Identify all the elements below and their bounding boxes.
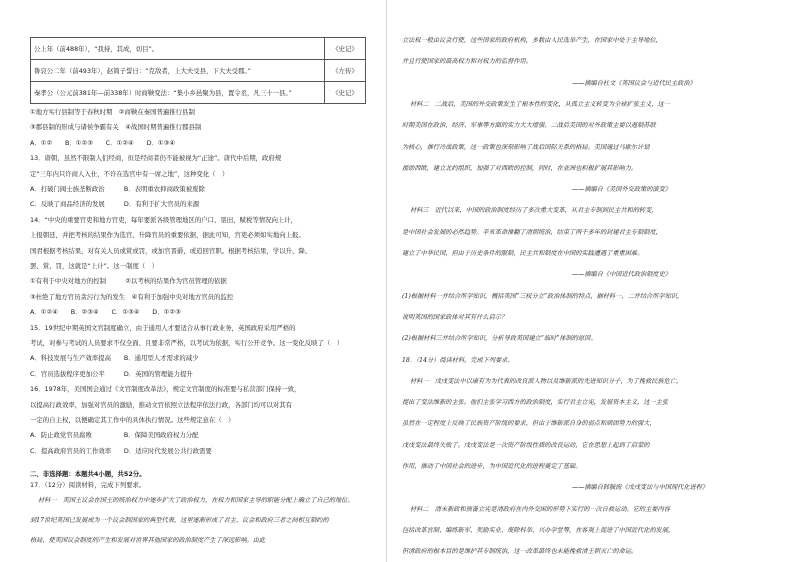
text-line: 说明英国的国家政体对其有什么启示？ <box>402 313 508 321</box>
text-line: 以提高行政效率，加强对官员的激励，推动文官依照立法程序依法行政，各部门均可以对其有 <box>30 400 293 409</box>
text-line: 虽然在一定程度上反映了民族资产阶级的要求，但由于维新派自身的弱点和顽固势力的强大， <box>402 420 656 428</box>
text-line: 包括改革官制、编练新军、奖励实业、废除科举、兴办学堂等，在客观上促进了中国近代化的发展， <box>402 526 675 534</box>
text-line: 格局，使英国议会制度的产生和发展对世界其他国家的政治制度产生了深远影响。由此 <box>30 537 266 544</box>
text-line: ①地方实行县制等于春秋时期 ②商鞅在秦国普遍推行县制 <box>30 108 195 116</box>
text-line: 考试，对参与考试的人员要求不仅全面、且要非常严格，以考试为依据，实行公开竞争。这一变化反映了（ ） <box>30 339 344 347</box>
text-line: 为核心，推行冷战政策，这一政策也深刻影响了战后国际关系的格局。美国通过马歇尔计划 <box>402 143 650 151</box>
text-line: 定“三年内只许商人入仕，不许在选官中有一席之地”，这种变化（ ） <box>30 169 229 178</box>
text-line: A．打破门阀士族垄断政治 B．表明重农抑商政策被废除 <box>30 185 205 193</box>
text-line: C．提高政府官员的工作效率 D．适应时代发展公共行政需要 <box>30 446 212 455</box>
table-cell-text: 鲁哀公二年（前493年），赵简子誓曰：“克敌者，上大夫受县，下大夫受郡。” <box>31 60 325 82</box>
text-line: ——摘编自杜文《英国议会与近代民主政治》 <box>572 79 696 87</box>
text-line: 材料一 英国王议会在国王的统治权力中逐步扩大了政治权力，在权力和国家主导的职能分配上确立了自己的地位。 <box>38 497 354 504</box>
right-column <box>388 0 794 562</box>
text-line: 立法权一般由议会行使，这些国家的政府机构，多数由人民选举产生，在国家中处于主导地位， <box>402 37 662 44</box>
text-line: C．反映了商品经济的发展 D．有利于扩大官员的来源 <box>30 200 200 209</box>
table-cell-source: 《左传》 <box>325 60 366 82</box>
text-line: 一定的自主权，以便确定其工作中的具体执行情况。这些规定意在（ ） <box>30 416 235 424</box>
text-line: 但清政府的根本目的是维护其专制统治，这一改革最终也未能挽救清王朝灭亡的命运。 <box>402 548 638 556</box>
table-row <box>31 82 366 104</box>
text-line: 14．“中央的重要官吏和地方官吏，每年要派各级管理地区的户口、垦田、赋税等情况向上计， <box>30 215 298 224</box>
text-line: ——摘编自《中国近代政治制度史》 <box>572 271 671 279</box>
text-line: (2)根据材料三并结合所学知识，分析导致英国建立“临时”体制的原因。 <box>402 335 597 343</box>
text-line: 16．1978年，美国国会通过《文官制度改革法》，规定文官制度的标准要与私营部门保持一致， <box>30 385 301 394</box>
text-line: 是中国社会发展的必然趋势。辛亥革命推翻了清朝统治，结束了两千多年的封建君主专制制度， <box>402 228 662 236</box>
text-line: ③杜绝了地方官员贪污行为的发生 ④有利于加强中央对地方官员的监控 <box>30 292 234 301</box>
text-line: 罢、赏、罚，这就是“上计”。这一制度（ ） <box>30 262 159 270</box>
table-cell-source: 《史记》 <box>325 82 366 104</box>
text-line: 建立了中华民国，但由于历史条件的限制，民主共和制度在中国的实践遭遇了重重困难。 <box>402 250 644 257</box>
text-line: (1)根据材料一并结合所学知识，概括英国“三权分立”政治体制的特点，据材料一、二并结合所学知识， <box>402 292 684 300</box>
text-line: C．官员选拔程序更加公平 D．英国的管理能力提升 <box>30 369 193 378</box>
text-line: ①有利于中央对地方的控制 ②以考核的结果作为官员管理的依据 <box>30 277 227 286</box>
text-line: ——摘编自《美国外交政策的演变》 <box>572 186 671 194</box>
text-line: 戊戌变法最终失败了。戊戌变法是一次资产阶级性质的改良运动，它在思想上起到了启蒙的 <box>402 441 650 449</box>
text-line: 提出了变法维新的主张。他们主张学习西方的政治制度，实行君主立宪，发展资本主义，这一主张 <box>402 399 669 407</box>
text-line: 材料一 戊戌变法中以康有为为代表的改良派人物以及维新派的先进知识分子，为了挽救民族危亡， <box>410 377 683 385</box>
table-cell-source: 《史记》 <box>325 38 366 60</box>
text-line: 18．（14分）阅读材料，完成下列要求。 <box>402 356 514 364</box>
text-line: A．防止政党官员腐败 B．保障美国政府权力分配 <box>30 431 199 440</box>
text-line: 作用，推动了中国社会的进步，为中国近代化的进程奠定了基础。 <box>402 463 582 470</box>
text-line: 15．19世纪中期英国文官制度确立，由于通用人才要适合从事行政业务，英国政府采用严格的 <box>30 323 296 332</box>
text-line: 并且行使国家的最高权力和对权力的监督作用。 <box>402 58 532 66</box>
text-line: ——摘编自韩毓海《戊戌变法与中国现代化进程》 <box>572 484 709 492</box>
source-table <box>30 37 366 104</box>
text-line: 时期美国在政治、经济、军事等方面的实力大大增强。二战后美国的对外政策主要以遏制苏联 <box>402 122 656 130</box>
text-line: 材料二 二战后，美国的外交政策发生了根本性的变化，从孤立主义转变为全球扩张主义，这一 <box>410 100 670 108</box>
text-line: 材料三 近代以来，中国的政治制度经历了多次重大变革，从君主专制到民主共和的转变， <box>410 207 658 215</box>
text-line: A．科技发展与生产效率提高 B．通用型人才需求的减少 <box>30 354 199 363</box>
text-line: 到17世纪英国已发展成为一个议会制国家的典型代表，这里逐渐形成了君主、议会和政府三者之间相互制约的 <box>30 517 329 524</box>
left-column <box>0 0 386 562</box>
table-cell-text: 秦孝公（公元前381年—前338年）时商鞅变法：“集小乡邑聚为县，置令丞，凡三十一县。” <box>31 82 325 104</box>
table-cell-text: 公上年（前488年），“我持，其成，切目”。 <box>31 38 325 60</box>
text-line: ③郡县制的形成与诸侯争霸有关 ④战国时期普遍推行郡县制 <box>30 123 202 132</box>
text-line: 13．唐朝，虽然不限制人们经商，但是经商者仍不能被视为“正途”。唐代中后期，政府规 <box>30 154 282 163</box>
text-line: A．①②④ B．②③④ C．①③④ D．①②③ <box>30 308 181 317</box>
table-row <box>31 60 366 82</box>
text-line: 援助西欧，建立北约组织，加强了对西欧的控制，同时，在亚洲也积极扩展其影响力。 <box>402 164 638 172</box>
text-line: A．①② B．①②③ C．①②④ D．①③④ <box>30 138 176 147</box>
table-row <box>31 38 366 60</box>
text-line: 上报朝廷，并把考核的结果作为选官、升降官员的重要依据，据此可知，宫吏必须如实地向上报。 <box>30 231 305 240</box>
text-line: 国君根据考核结果，对有关人员或赏或罚，或加官晋爵，或追回官职。根据考核结果，学以升、降、 <box>30 246 312 255</box>
text-line: 材料二 清末新政和预备立宪是清政府在内外交困的形势下实行的一次自救运动。它的主要内容 <box>410 505 670 513</box>
section-title: 二、非选择题：本题共4小题，共52分。 <box>30 470 146 478</box>
q17-heading: 17．（12分）阅读材料，完成下列要求。 <box>30 481 146 489</box>
column-divider <box>386 0 387 562</box>
